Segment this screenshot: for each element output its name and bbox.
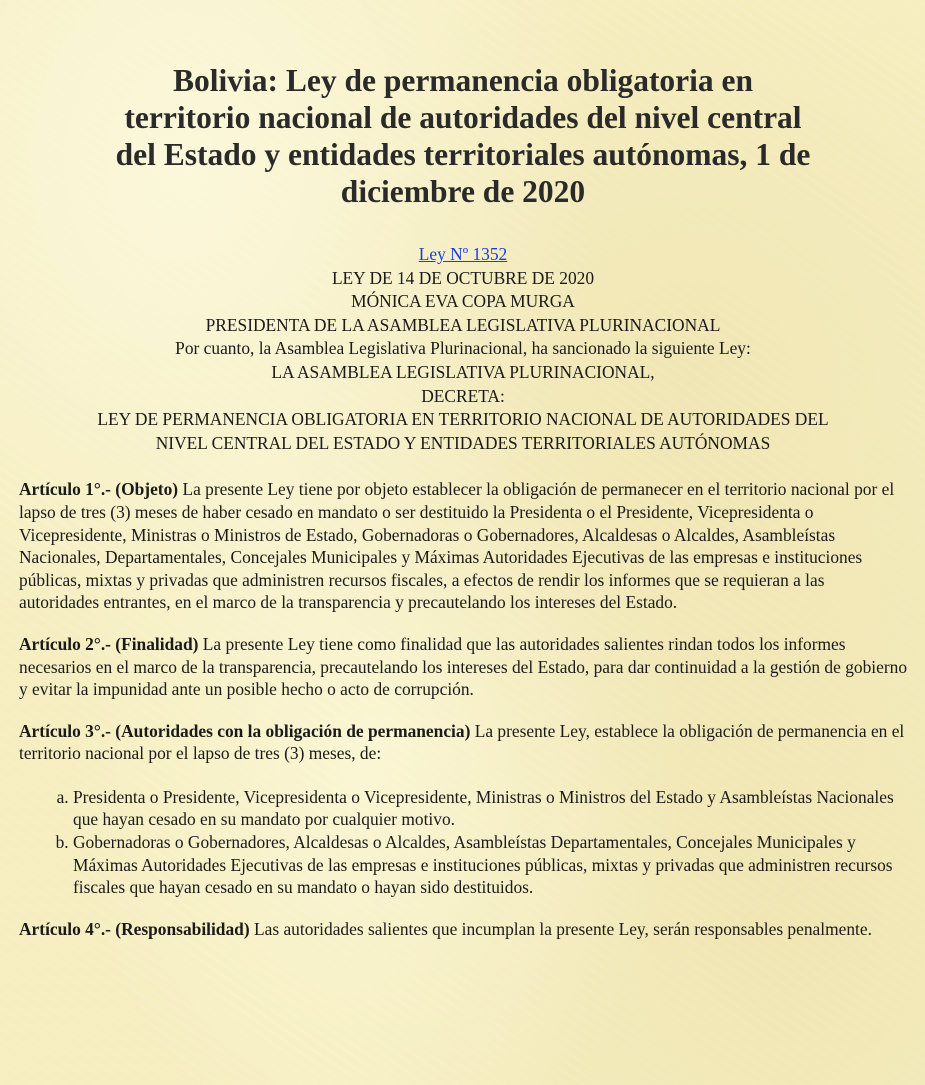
article-2-text: La presente Ley tiene como finalidad que las autoridades salientes rindan todos los informes necesarios en el marco de la transparencia, precautelando los intereses del Estado, para dar continuidad a la gestión de gobierno y evitar la impunidad ante un posible hecho o acto de corrupción. [19, 633, 908, 700]
law-date-line: LEY DE 14 DE OCTUBRE DE 2020 [331, 267, 595, 288]
decreta-line: DECRETA: [421, 385, 505, 406]
law-name-line-1: LEY DE PERMANENCIA OBLIGATORIA EN TERRITORIO NACIONAL DE AUTORIDADES DEL [97, 409, 829, 430]
por-cuanto-line: Por cuanto, la Asamblea Legislativa Plurinacional, ha sancionado la siguiente Ley: [175, 338, 751, 359]
law-number-link[interactable]: Ley Nº 1352 [418, 244, 508, 264]
article-1-heading: Artículo 1°.- (Objeto) [19, 479, 179, 500]
president-name: MÓNICA EVA COPA MURGA [351, 291, 575, 312]
president-title: PRESIDENTA DE LA ASAMBLEA LEGISLATIVA PLURINACIONAL [205, 314, 721, 335]
list-item: b. Gobernadoras o Gobernadores, Alcaldesas o Alcaldes, Asambleístas Departamentales, Concejales Municipales y Máximas Autoridades Ejecutivas de las empresas e instituciones públicas, mixtas y privadas que administren recursos fiscales que hayan cesado en su mandato o hayan sido destituidos. [73, 831, 907, 899]
article-3-text: La presente Ley, establece la obligación de permanencia en el territorio nacional por el lapso de tres (3) meses, de: [19, 720, 905, 764]
assembly-line: LA ASAMBLEA LEGISLATIVA PLURINACIONAL, [271, 361, 655, 382]
article-4-heading: Artículo 4°.- (Responsabilidad) [19, 918, 250, 939]
page-title: Bolivia: Ley de permanencia obligatoria en territorio nacional de autoridades del nivel central del Estado y entidades territoriales autónomas, 1 de diciembre de 2020 [115, 63, 811, 209]
law-header [19, 243, 907, 455]
article-1 [19, 478, 907, 614]
article-3-list [19, 786, 907, 899]
article-3 [19, 720, 907, 765]
article-1-text: La presente Ley tiene por objeto establecer la obligación de permanecer en el territorio nacional por el lapso de tres (3) meses de haber cesado en mandato o ser destituido la Presidenta o el Presidente, Vicepresidenta o Vicepresidente, Ministras o Ministros de Estado, Gobernadoras o Gobernadores, Alcaldesas o Alcaldes, Asambleístas Nacionales, Departamentales, Concejales Municipales y Máximas Autoridades Ejecutivas de las empresas e instituciones públicas, mixtas y privadas que administren recursos fiscales, a efectos de rendir los informes que se requieran a las autoridades entrantes, en el marco de la transparencia y precautelando los intereses del Estado. [19, 479, 895, 613]
document-page [0, 62, 925, 1085]
list-item: a. Presidenta o Presidente, Vicepresidenta o Vicepresidente, Ministras o Ministros del Estado y Asambleístas Nacionales que hayan cesado en su mandato por cualquier motivo. [73, 786, 907, 831]
article-4-text: Las autoridades salientes que incumplan la presente Ley, serán responsables penalmente. [249, 918, 872, 939]
article-4 [19, 918, 907, 941]
article-3-heading: Artículo 3°.- (Autoridades con la obligación de permanencia) [19, 720, 471, 741]
law-name-line-2: NIVEL CENTRAL DEL ESTADO Y ENTIDADES TERRITORIALES AUTÓNOMAS [155, 432, 771, 453]
article-2-heading: Artículo 2°.- (Finalidad) [19, 633, 199, 654]
article-2 [19, 633, 907, 701]
